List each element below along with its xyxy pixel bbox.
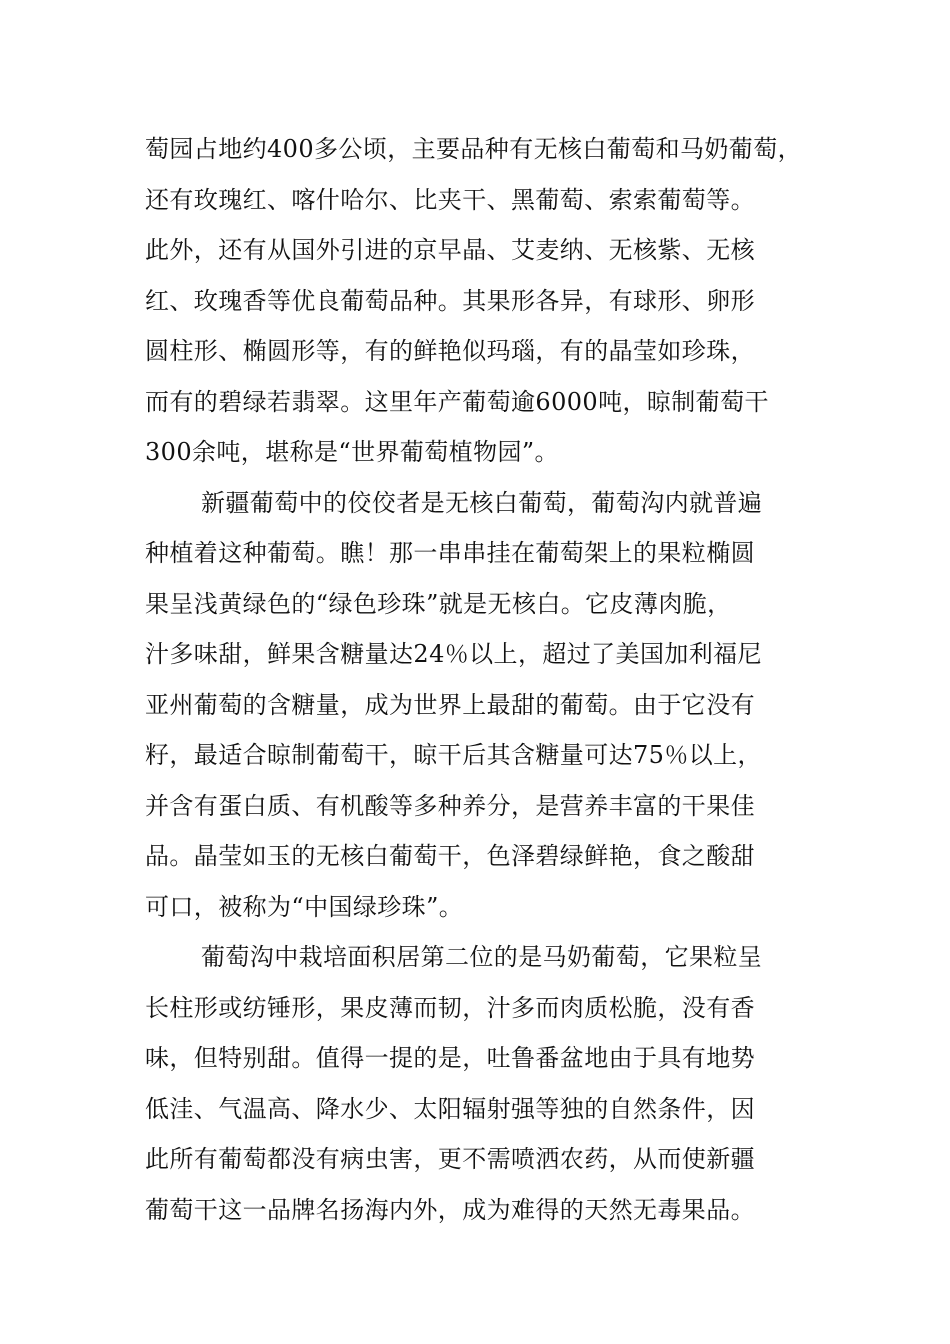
- text-line: 而有的碧绿若翡翠。这里年产葡萄逾6000吨，晾制葡萄干: [145, 387, 769, 416]
- text-line: 种植着这种葡萄。瞧！那一串串挂在葡萄架上的果粒椭圆: [145, 539, 755, 567]
- text-line: 亚州葡萄的含糖量，成为世界上最甜的葡萄。由于它没有: [145, 690, 755, 719]
- text-line: 300余吨，堪称是“世界葡萄植物园”。: [145, 438, 559, 466]
- text-line: 葡萄干这一品牌名扬海内外，成为难得的天然无毒果品。: [145, 1195, 755, 1224]
- text-line: 品。晶莹如玉的无核白葡萄干，色泽碧绿鲜艳，食之酸甜: [145, 842, 755, 870]
- text-line: 葡萄沟中栽培面积居第二位的是马奶葡萄，它果粒呈: [201, 943, 763, 971]
- paragraph-1: [145, 124, 810, 478]
- text-line: 可口，被称为“中国绿珍珠”。: [145, 892, 464, 921]
- paragraph-2: [145, 478, 810, 933]
- text-line: 低洼、气温高、降水少、太阳辐射强等独的自然条件，因: [145, 1094, 755, 1123]
- text-line: 并含有蛋白质、有机酸等多种养分，是营养丰富的干果佳: [145, 791, 755, 820]
- text-line: 味，但特别甜。值得一提的是，吐鲁番盆地由于具有地势: [145, 1044, 755, 1072]
- paragraph-3: [145, 932, 810, 1235]
- text-line: 此外，还有从国外引进的京早晶、艾麦纳、无核紫、无核: [145, 236, 755, 264]
- document-body: [145, 124, 810, 1235]
- text-line: 萄园占地约400多公顷，主要品种有无核白葡萄和马奶葡萄，: [145, 135, 803, 163]
- text-line: 新疆葡萄中的佼佼者是无核白葡萄，葡萄沟内就普遍: [201, 488, 763, 517]
- text-line: 长柱形或纺锤形，果皮薄而韧，汁多而肉质松脆，没有香: [145, 993, 755, 1022]
- text-line: 此所有葡萄都没有病虫害，更不需喷洒农药，从而使新疆: [145, 1145, 755, 1173]
- text-line: 果呈浅黄绿色的“绿色珍珠”就是无核白。它皮薄肉脆，: [145, 589, 732, 618]
- text-line: 圆柱形、椭圆形等，有的鲜艳似玛瑙，有的晶莹如珍珠，: [145, 337, 755, 365]
- text-line: 还有玫瑰红、喀什哈尔、比夹干、黑葡萄、索索葡萄等。: [145, 185, 755, 214]
- text-line: 籽，最适合晾制葡萄干，晾干后其含糖量可达75％以上，: [145, 741, 762, 769]
- text-line: 红、玫瑰香等优良葡萄品种。其果形各异，有球形、卵形: [145, 286, 755, 315]
- text-line: 汁多味甜，鲜果含糖量达24％以上，超过了美国加利福尼: [145, 640, 762, 668]
